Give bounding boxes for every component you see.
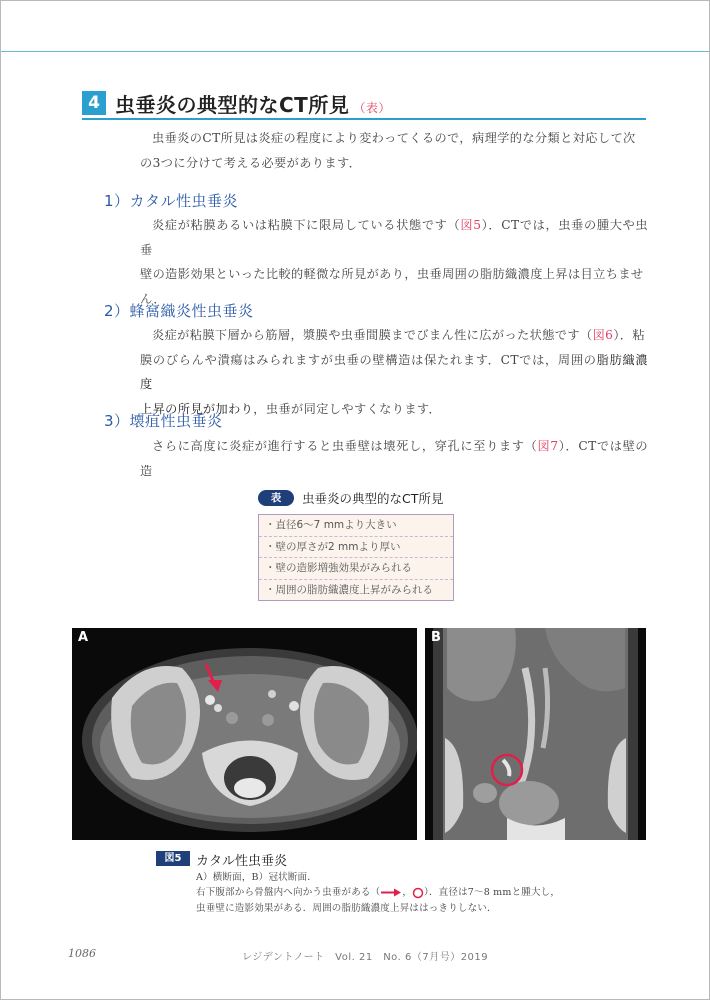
catarrhal-line-3: ん． [140, 291, 166, 306]
header-rule [1, 51, 709, 52]
section-title [115, 89, 391, 118]
catarrhal-paragraph [140, 213, 648, 311]
figure-title: カタル性虫垂炎 [196, 854, 288, 869]
text-span: 右下腹部から骨盤内へ向かう虫垂がある（ [196, 887, 381, 898]
highlight-span: 上昇の所見が加わり [140, 401, 254, 416]
table-title [258, 489, 454, 509]
section-table-ref[interactable]: （表） [353, 101, 391, 115]
panel-label-a: A [78, 630, 89, 645]
page-number: 1086 [68, 947, 96, 960]
subheading-catarrhal: 1）カタル性虫垂炎 [104, 192, 239, 210]
ct-image-axial [72, 628, 417, 840]
intro-paragraph [140, 126, 648, 175]
text-span: ）．CTでは，虫垂の腫大や虫垂 [140, 218, 648, 257]
subheading-phlegmonous: 2）蜂窩織炎性虫垂炎 [104, 302, 254, 320]
table-row: ・壁の厚さが2 mmより厚い [259, 537, 453, 559]
ct-coronal-svg [425, 628, 646, 840]
text-span: ）．CTでは壁の造 [140, 439, 649, 478]
text-span: 炎症が粘膜下層から筋層，漿膜や虫垂間膜までびまん性に広がった状態です（ [152, 328, 593, 342]
intro-line-2: の3つに分けて考える必要があります． [140, 155, 362, 170]
table-row: ・周囲の脂肪織濃度上昇がみられる [265, 583, 433, 596]
catarrhal-line-2: 壁の造影効果といった比較的軽微な所見があり，虫垂周囲の脂肪織濃度上昇は目立ちませ [140, 267, 644, 281]
heading-underline [82, 118, 646, 120]
section-number: 4 [82, 91, 106, 115]
caption-line-2 [196, 884, 560, 899]
figure-5-ref[interactable]: 図5 [460, 218, 482, 232]
figure-6-ref[interactable]: 図6 [592, 328, 614, 342]
table-row: ・直径6～7 mmより大きい [259, 515, 453, 537]
text-span: 膜のびらんや潰瘍はみられますが虫垂の壁構造は保たれます．CTでは，周囲の [140, 352, 597, 367]
ct-image-coronal [425, 628, 646, 840]
gangrenous-line-1 [140, 434, 648, 483]
gangrenous-paragraph [140, 434, 648, 483]
section-heading [82, 86, 646, 120]
caption-line-1: A）横断面，B）冠状断面． [196, 872, 317, 883]
table-caption: 虫垂炎の典型的なCT所見 [302, 491, 444, 506]
text-span: さらに高度に炎症が進行すると虫垂壁は壊死し，穿孔に至ります（ [152, 439, 538, 453]
text-span: ）．直径は7～8 mmと腫大し， [424, 887, 561, 898]
table-row: ・壁の造影増強効果がみられる [259, 558, 453, 580]
catarrhal-line-1 [140, 213, 648, 262]
panel-label-b: B [431, 630, 441, 645]
text-span: ）．粘 [613, 328, 645, 342]
phlegmonous-line-1 [140, 323, 648, 348]
subheading-gangrenous: 3）壊疽性虫垂炎 [104, 412, 223, 430]
caption-line-3: 虫垂壁に造影効果がある．周囲の脂肪織濃度上昇ははっきりしない． [196, 903, 497, 914]
ct-axial-svg [72, 628, 417, 840]
arrow-icon [380, 888, 402, 897]
figure-tag: 図5 [156, 851, 190, 866]
table-body [258, 514, 454, 601]
text-span: ，虫垂が同定しやすくなります． [253, 401, 442, 416]
phlegmonous-line-2 [140, 348, 648, 397]
table-tag: 表 [258, 490, 294, 506]
publication-info: レジデントノート Vol. 21 No. 6（7月号）2019 [242, 952, 489, 963]
phlegmonous-paragraph [140, 323, 648, 421]
text-span: 炎症が粘膜あるいは粘膜下に限局している状態です（ [152, 218, 461, 232]
intro-line-1: 虫垂炎のCT所見は炎症の程度により変わってくるので，病理学的な分類と対応して次 [152, 131, 636, 145]
circle-marker-icon [412, 887, 424, 899]
figure-7-ref[interactable]: 図7 [537, 439, 559, 453]
findings-table [258, 489, 454, 596]
text-span: ， [402, 887, 413, 898]
section-title-text: 虫垂炎の典型的なCT所見 [115, 93, 350, 117]
highlight-span: 脂肪織濃度 [140, 352, 648, 391]
